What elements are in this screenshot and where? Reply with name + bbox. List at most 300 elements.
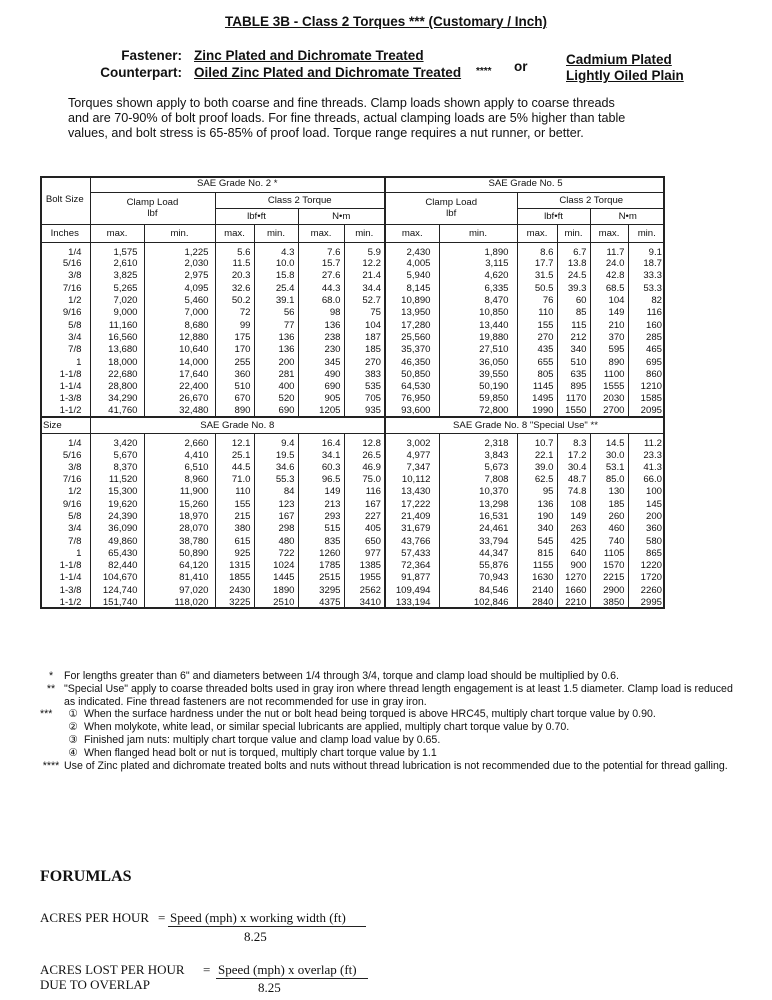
- bolt-size-cell: 3/4: [68, 523, 82, 535]
- grade2-5-cell: 270: [344, 356, 385, 368]
- grade8-cell: 6,510: [144, 461, 215, 473]
- min-header: min.: [254, 224, 298, 242]
- grade8-cell: 36,090: [90, 523, 144, 535]
- grade2-5-cell: 690: [254, 405, 298, 417]
- grade8-right-cell: 30.4: [557, 461, 590, 473]
- grade2-5-cell: 136: [298, 319, 344, 331]
- grade8-cell: 151,740: [90, 596, 144, 608]
- grade2-5-cell: 905: [298, 393, 344, 405]
- grade8-right-cell: 2210: [557, 596, 590, 608]
- grade2-5-right-cell: 1145: [517, 380, 557, 392]
- grade2-5-right-cell: 116: [628, 307, 665, 319]
- grade2-5-right-cell: 1,890: [439, 242, 517, 258]
- grade8-right-cell: 41.3: [628, 461, 665, 473]
- grade8-cell: 8,960: [144, 473, 215, 485]
- footnote-text: When the surface hardness under the nut or bolt head being torqued is above HRC45, multiply chart torque value by 0.90.: [84, 708, 656, 721]
- grade2-5-cell: 705: [344, 393, 385, 405]
- grade2-5-cell: 10.0: [254, 258, 298, 270]
- grade2-5-cell: 136: [254, 331, 298, 343]
- grade2-5-right-cell: 4,620: [439, 270, 517, 282]
- formula1-numerator: Speed (mph) x working width (ft): [170, 910, 346, 925]
- table-row: [40, 393, 665, 405]
- grade2-5-right-cell: 104: [590, 294, 628, 306]
- grade2-5-right-cell: 110: [517, 307, 557, 319]
- formula2-equals: =: [203, 962, 211, 977]
- grade8-right-cell: 55,876: [439, 560, 517, 572]
- grade2-5-right-cell: 76: [517, 294, 557, 306]
- bolt-size-cell: 3/4: [68, 331, 82, 343]
- grade8-right-cell: 149: [557, 510, 590, 522]
- grade2-5-cell: 32.6: [215, 282, 254, 294]
- footnote-text: For lengths greater than 6" and diameters between 1/4 through 3/4, torque and clamp load should be multiplied by 0.6.: [64, 670, 619, 682]
- grade8-cell: 4375: [298, 596, 344, 608]
- bolt-size-cell: 1/4: [40, 242, 90, 258]
- grade8-cell: 2430: [215, 584, 254, 596]
- grade8-right-cell: 17.2: [557, 449, 590, 461]
- grade8-right-cell: 14.5: [590, 433, 628, 449]
- grade2-5-right-cell: 46,350: [385, 356, 439, 368]
- class2-torque-header: Class 2 Torque: [215, 192, 385, 208]
- grade2-5-cell: 200: [254, 356, 298, 368]
- grade2-5-cell: 238: [298, 331, 344, 343]
- grade2-5-right-cell: 8,145: [385, 282, 439, 294]
- grade2-5-cell: 27.6: [298, 270, 344, 282]
- grade8-cell: 123: [254, 498, 298, 510]
- grade8-right-cell: 95: [517, 486, 557, 498]
- grade8-right-cell: 22.1: [517, 449, 557, 461]
- bolt-size-cell: 1-1/2: [59, 405, 82, 417]
- grade2-5-right-cell: 10,890: [385, 294, 439, 306]
- grade2-5-right-cell: 2700: [590, 405, 628, 417]
- grade2-5-right-cell: 1550: [557, 405, 590, 417]
- grade2-5-right-cell: 435: [517, 344, 557, 356]
- grade2-5-right-cell: 50,190: [439, 380, 517, 392]
- min-header: min.: [439, 224, 517, 242]
- footnote-mark: ****: [42, 759, 60, 772]
- grade8-right-cell: 72,364: [385, 560, 439, 572]
- grade8-cell: 155: [215, 498, 254, 510]
- grade8-cell: 15,300: [90, 486, 144, 498]
- grade2-5-cell: 13,680: [90, 344, 144, 356]
- grade8-right-cell: 57,433: [385, 547, 439, 559]
- grade8-right-cell: 10,112: [385, 473, 439, 485]
- clamp-load-header-g5: [385, 192, 517, 224]
- grade2-5-cell: 5.6: [215, 242, 254, 258]
- grade2-5-cell: 99: [215, 319, 254, 331]
- grade2-5-right-cell: 50.5: [517, 282, 557, 294]
- grade8-cell: 215: [215, 510, 254, 522]
- grade2-5-cell: 510: [215, 380, 254, 392]
- grade8-cell: 64,120: [144, 560, 215, 572]
- grade8-right-cell: 108: [557, 498, 590, 510]
- grade8-cell: 65,430: [90, 547, 144, 559]
- bolt-size-cell: 9/16: [62, 498, 82, 510]
- grade8-cell: 5,670: [90, 449, 144, 461]
- grade8-right-cell: 17,222: [385, 498, 439, 510]
- grade2-5-right-cell: 13.8: [557, 258, 590, 270]
- grade2-5-cell: 535: [344, 380, 385, 392]
- grade2-5-cell: 230: [298, 344, 344, 356]
- grade8-cell: 2562: [344, 584, 385, 596]
- grade2-5-right-cell: 2030: [590, 393, 628, 405]
- grade8-cell: 82,440: [90, 560, 144, 572]
- footnote-4: [40, 760, 740, 773]
- bolt-size-cell: 3/8: [68, 270, 82, 282]
- footnote-mark: ***: [40, 708, 53, 721]
- table-row: [40, 356, 665, 368]
- formula2-denominator: 8.25: [258, 980, 281, 995]
- grade2-5-right-cell: 36,050: [439, 356, 517, 368]
- grade8-right-cell: 100: [628, 486, 665, 498]
- grade2-5-right-cell: 1990: [517, 405, 557, 417]
- intro-paragraph: Torques shown apply to both coarse and fine threads. Clamp loads shown apply to coarse threads and are 70-90% of bolt proof loads. For fine threads, actual clamping loads are 5% higher than table values, and bolt stress is 65-85% of proof load. Torque range requires a nut runner, or better.: [68, 96, 626, 140]
- grade2-5-cell: 11,160: [90, 319, 144, 331]
- grade2-5-cell: 15.7: [298, 258, 344, 270]
- grade8-cell: 16.4: [298, 433, 344, 449]
- grade2-5-right-cell: 17.7: [517, 258, 557, 270]
- bolt-size-cell: 5/16: [62, 449, 82, 461]
- grade8-right-cell: 7,347: [385, 461, 439, 473]
- grade8-right-cell: 10,370: [439, 486, 517, 498]
- grade2-5-cell: 75: [344, 307, 385, 319]
- grade2-5-right-cell: 212: [557, 331, 590, 343]
- bolt-size-cell: 1: [76, 547, 82, 559]
- grade8-cell: 1855: [215, 572, 254, 584]
- footnote-3-3: [40, 734, 740, 747]
- grade8-right-cell: 91,877: [385, 572, 439, 584]
- grade8-cell: 650: [344, 535, 385, 547]
- counterpart-value: Oiled Zinc Plated and Dichromate Treated: [194, 65, 462, 80]
- footnote-text: Use of Zinc plated and dichromate treated bolts and nuts without thread lubrication is not recommended due to the potential for thread galling.: [64, 759, 728, 772]
- grade8-cell: 722: [254, 547, 298, 559]
- grade8-cell: 1024: [254, 560, 298, 572]
- grade8-right-cell: 53.1: [590, 461, 628, 473]
- grade2-5-right-cell: 64,530: [385, 380, 439, 392]
- grade2-5-cell: 7,000: [144, 307, 215, 319]
- grade8-cell: 116: [344, 486, 385, 498]
- nm-header: N•m: [298, 208, 385, 224]
- grade2-5-cell: 16,560: [90, 331, 144, 343]
- grade8-cell: 213: [298, 498, 344, 510]
- grade8-cell: 97,020: [144, 584, 215, 596]
- grade2-5-right-cell: 53.3: [628, 282, 665, 294]
- table-row: [40, 282, 665, 294]
- circled-4-icon: ④: [68, 746, 78, 759]
- grade2-5-cell: 185: [344, 344, 385, 356]
- grade2-5-right-cell: 27,510: [439, 344, 517, 356]
- grade8-right-cell: 360: [628, 523, 665, 535]
- table-row: [40, 510, 665, 522]
- grade2-5-cell: 670: [215, 393, 254, 405]
- grade2-5-cell: 52.7: [344, 294, 385, 306]
- grade8-cell: 60.3: [298, 461, 344, 473]
- grade8-special-header: SAE Grade No. 8 "Special Use" **: [385, 417, 665, 433]
- grade8-right-cell: 185: [590, 498, 628, 510]
- grade2-5-right-cell: 210: [590, 319, 628, 331]
- grade2-5-right-cell: 18.7: [628, 258, 665, 270]
- grade8-cell: 12.8: [344, 433, 385, 449]
- table-row: [40, 368, 665, 380]
- bolt-size-cell: 1-1/8: [59, 368, 82, 380]
- grade2-5-cell: 18,000: [90, 356, 144, 368]
- grade2-5-cell: 383: [344, 368, 385, 380]
- page-title: TABLE 3B - Class 2 Torques *** (Customary / Inch): [224, 14, 548, 29]
- grade8-cell: 925: [215, 547, 254, 559]
- grade8-right-cell: 815: [517, 547, 557, 559]
- grade2-5-cell: 34.4: [344, 282, 385, 294]
- grade8-right-cell: 340: [517, 523, 557, 535]
- bolt-size-header: Bolt Size: [45, 194, 84, 206]
- grade8-cell: 50,890: [144, 547, 215, 559]
- grade2-5-cell: 1205: [298, 405, 344, 417]
- grade2-5-right-cell: 10,850: [439, 307, 517, 319]
- grade2-5-cell: 4,095: [144, 282, 215, 294]
- grade2-5-right-cell: 115: [557, 319, 590, 331]
- table-row: [40, 461, 665, 473]
- grade2-5-right-cell: 39,550: [439, 368, 517, 380]
- grade2-5-cell: 690: [298, 380, 344, 392]
- grade8-cell: 3225: [215, 596, 254, 608]
- grade8-cell: 12.1: [215, 433, 254, 449]
- table-row: [40, 560, 665, 572]
- grade2-5-cell: 77: [254, 319, 298, 331]
- grade2-5-right-cell: 2,430: [385, 242, 439, 258]
- grade2-5-right-cell: 635: [557, 368, 590, 380]
- grade8-cell: 24,390: [90, 510, 144, 522]
- grade8-right-cell: 43,766: [385, 535, 439, 547]
- grade2-5-right-cell: 60: [557, 294, 590, 306]
- grade8-cell: 110: [215, 486, 254, 498]
- grade8-right-cell: 263: [557, 523, 590, 535]
- grade8-cell: 44.5: [215, 461, 254, 473]
- grade2-5-right-cell: 39.3: [557, 282, 590, 294]
- grade8-right-cell: 31,679: [385, 523, 439, 535]
- grade2-5-cell: 50.2: [215, 294, 254, 306]
- grade2-5-right-cell: 595: [590, 344, 628, 356]
- grade8-right-cell: 85.0: [590, 473, 628, 485]
- grade2-5-right-cell: 695: [628, 356, 665, 368]
- grade8-right-cell: 48.7: [557, 473, 590, 485]
- unit-header-cell: Inches: [40, 224, 90, 242]
- torque-table: [40, 176, 665, 609]
- grade8-cell: 46.9: [344, 461, 385, 473]
- max-header: max.: [517, 224, 557, 242]
- grade2-5-right-cell: 510: [557, 356, 590, 368]
- grade2-5-cell: 17,640: [144, 368, 215, 380]
- formula1-denominator: 8.25: [244, 929, 267, 944]
- grade8-right-cell: 109,494: [385, 584, 439, 596]
- grade8-right-cell: 7,808: [439, 473, 517, 485]
- grade8-cell: 1385: [344, 560, 385, 572]
- grade2-5-cell: 136: [254, 344, 298, 356]
- grade2-5-right-cell: 24.0: [590, 258, 628, 270]
- grade8-cell: 2,660: [144, 433, 215, 449]
- grade8-cell: 167: [254, 510, 298, 522]
- formula2-label-line2: DUE TO OVERLAP: [40, 977, 151, 992]
- grade8-right-cell: 70,943: [439, 572, 517, 584]
- grade2-5-right-cell: 3,115: [439, 258, 517, 270]
- grade2-5-right-cell: 655: [517, 356, 557, 368]
- grade2-5-cell: 2,975: [144, 270, 215, 282]
- grade2-5-right-cell: 340: [557, 344, 590, 356]
- footnote-text: "Special Use" apply to coarse threaded bolts used in gray iron where thread length engagement is at least 1.5 diameter. Clamp load is reduced as indicated. Fine thread fasteners are not recommended for use in gray iron.: [64, 682, 733, 708]
- grade2-5-right-cell: 5,940: [385, 270, 439, 282]
- grade8-right-cell: 8.3: [557, 433, 590, 449]
- grade8-right-cell: 11.2: [628, 433, 665, 449]
- bolt-size-cell: 1-1/2: [59, 597, 82, 609]
- grade2-5-right-cell: 1585: [628, 393, 665, 405]
- grade8-right-cell: 84,546: [439, 584, 517, 596]
- grade8-right-cell: 580: [628, 535, 665, 547]
- grade2-5-cell: 104: [344, 319, 385, 331]
- grade8-cell: 28,070: [144, 523, 215, 535]
- size-header: Size: [40, 417, 90, 433]
- table-row: [40, 307, 665, 319]
- bolt-size-cell: 1-3/8: [59, 584, 82, 596]
- grade2-5-right-cell: 24.5: [557, 270, 590, 282]
- footnote-1: [40, 670, 740, 683]
- grade8-right-cell: 16,531: [439, 510, 517, 522]
- clamp-load-header: [90, 192, 215, 224]
- grade8-right-cell: 13,298: [439, 498, 517, 510]
- footnote-text: Finished jam nuts: multiply chart torque value and clamp load value by 0.65.: [84, 733, 441, 746]
- grade2-5-cell: 12,880: [144, 331, 215, 343]
- grade8-cell: 1890: [254, 584, 298, 596]
- table-row: [40, 473, 665, 485]
- table-row: [40, 331, 665, 343]
- grade8-right-cell: 200: [628, 510, 665, 522]
- grade8-cell: 293: [298, 510, 344, 522]
- grade2-5-cell: 2,610: [90, 258, 144, 270]
- bolt-size-cell: 1-1/8: [59, 560, 82, 572]
- grade8-right-cell: 30.0: [590, 449, 628, 461]
- grade2-5-right-cell: 85: [557, 307, 590, 319]
- fastener-value: Zinc Plated and Dichromate Treated: [194, 48, 424, 63]
- grade2-5-cell: 345: [298, 356, 344, 368]
- grade8-cell: 9.4: [254, 433, 298, 449]
- grade8-cell: 118,020: [144, 596, 215, 608]
- table-row: [40, 319, 665, 331]
- table-row: [40, 258, 665, 270]
- counterpart-label: Counterpart:: [100, 65, 182, 80]
- grade8-cell: 34.6: [254, 461, 298, 473]
- grade8-right-cell: 44,347: [439, 547, 517, 559]
- grade8-right-cell: 1155: [517, 560, 557, 572]
- bolt-size-cell: 1: [76, 356, 82, 368]
- grade8-right-cell: 1720: [628, 572, 665, 584]
- formula1-fraction-bar: [168, 926, 366, 927]
- grade8-right-cell: 740: [590, 535, 628, 547]
- nm-header-g5: N•m: [590, 208, 665, 224]
- grade8-right-cell: 4,977: [385, 449, 439, 461]
- grade2-5-cell: 10,640: [144, 344, 215, 356]
- grade8-right-cell: 3850: [590, 596, 628, 608]
- bolt-size-cell: 1/2: [68, 486, 82, 498]
- grade8-right-cell: 23.3: [628, 449, 665, 461]
- grade2-5-right-cell: 1495: [517, 393, 557, 405]
- grade2-5-cell: 5.9: [344, 242, 385, 258]
- grade8-cell: 124,740: [90, 584, 144, 596]
- min-header: min.: [628, 224, 665, 242]
- grade2-5-cell: 26,670: [144, 393, 215, 405]
- grade2-5-right-cell: 13,950: [385, 307, 439, 319]
- grade8-cell: 25.1: [215, 449, 254, 461]
- lbf-label: lbf: [446, 208, 457, 219]
- grade8-cell: 3410: [344, 596, 385, 608]
- grade8-right-cell: 1660: [557, 584, 590, 596]
- grade8-cell: 1315: [215, 560, 254, 572]
- lbfft-header: lbf•ft: [215, 208, 298, 224]
- bolt-size-cell: 5/16: [62, 258, 82, 270]
- grade2-5-right-cell: 59,850: [439, 393, 517, 405]
- bolt-size-cell: 7/16: [62, 474, 82, 486]
- grade8-cell: 11,520: [90, 473, 144, 485]
- grade8-cell: 2510: [254, 596, 298, 608]
- grade8-right-cell: 145: [628, 498, 665, 510]
- min-header: min.: [557, 224, 590, 242]
- table-row: [40, 572, 665, 584]
- bolt-size-cell: 1-1/4: [59, 572, 82, 584]
- grade2-5-right-cell: 4,005: [385, 258, 439, 270]
- grade8-right-cell: 1570: [590, 560, 628, 572]
- grade2-5-cell: 12.2: [344, 258, 385, 270]
- grade8-cell: 167: [344, 498, 385, 510]
- grade2-5-cell: 255: [215, 356, 254, 368]
- bolt-size-cell: 5/8: [68, 319, 82, 331]
- grade8-cell: 8,370: [90, 461, 144, 473]
- grade8-right-cell: 3,843: [439, 449, 517, 461]
- grade2-5-right-cell: 370: [590, 331, 628, 343]
- clamp-load-label: Clamp Load: [425, 197, 478, 208]
- grade8-cell: 227: [344, 510, 385, 522]
- grade2-5-cell: 72: [215, 307, 254, 319]
- class2-torque-header-g5: Class 2 Torque: [517, 192, 665, 208]
- grade8-right-cell: 74.8: [557, 486, 590, 498]
- grade8-cell: 3295: [298, 584, 344, 596]
- grade2-5-right-cell: 6.7: [557, 242, 590, 258]
- grade8-right-cell: 21,409: [385, 510, 439, 522]
- grade8-right-cell: 545: [517, 535, 557, 547]
- grade2-5-right-cell: 19,880: [439, 331, 517, 343]
- grade2-5-cell: 490: [298, 368, 344, 380]
- footnote-2: [40, 683, 740, 709]
- grade8-right-cell: 66.0: [628, 473, 665, 485]
- grade2-5-right-cell: 1100: [590, 368, 628, 380]
- grade2-5-right-cell: 9.1: [628, 242, 665, 258]
- grade2-5-cell: 187: [344, 331, 385, 343]
- grade8-cell: 2515: [298, 572, 344, 584]
- grade8-cell: 19.5: [254, 449, 298, 461]
- grade2-5-right-cell: 72,800: [439, 405, 517, 417]
- grade2-5-right-cell: 285: [628, 331, 665, 343]
- circled-1-icon: ①: [68, 708, 78, 721]
- formula2-numerator: Speed (mph) x overlap (ft): [218, 962, 357, 977]
- max-header: max.: [90, 224, 144, 242]
- grade2-5-right-cell: 76,950: [385, 393, 439, 405]
- max-header: max.: [385, 224, 439, 242]
- grade8-right-cell: 190: [517, 510, 557, 522]
- grade2-5-cell: 28,800: [90, 380, 144, 392]
- grade2-5-right-cell: 50,850: [385, 368, 439, 380]
- formula1-equals: =: [158, 910, 166, 925]
- grade2-5-right-cell: 1555: [590, 380, 628, 392]
- grade2-5-cell: 5,265: [90, 282, 144, 294]
- grade8-right-cell: 865: [628, 547, 665, 559]
- table-row: [40, 498, 665, 510]
- grade2-5-cell: 68.0: [298, 294, 344, 306]
- table-row: [40, 433, 665, 449]
- grade2-5-right-cell: 17,280: [385, 319, 439, 331]
